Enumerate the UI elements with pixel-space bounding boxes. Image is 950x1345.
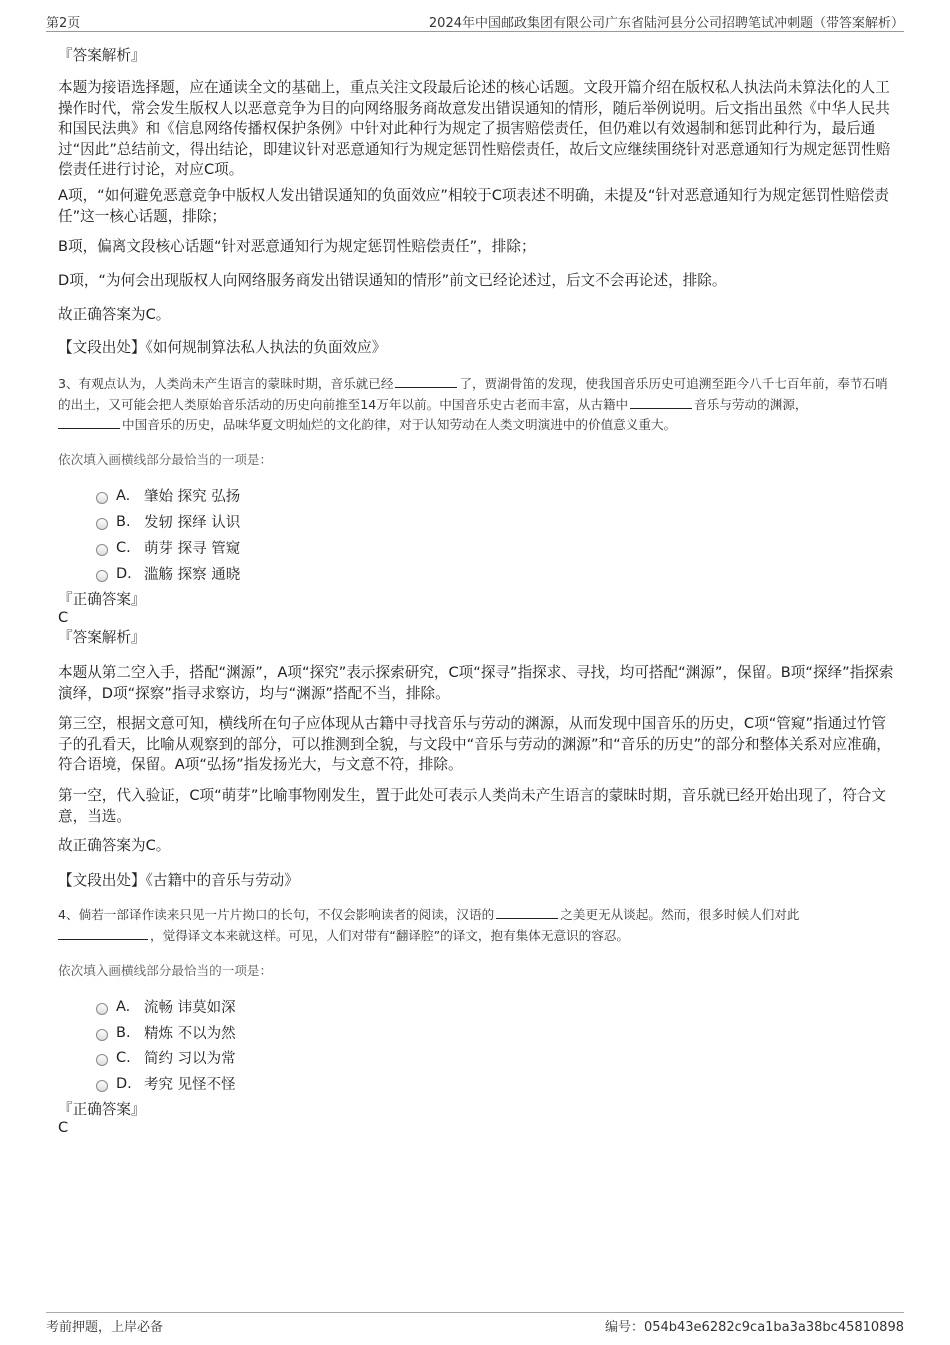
answer-conclusion: 故正确答案为C。	[58, 306, 171, 323]
radio-icon[interactable]	[96, 492, 108, 504]
analysis-paragraph: B项，偏离文段核心话题“针对恶意通知行为规定惩罚性赔偿责任”，排除；	[58, 238, 536, 255]
analysis-paragraph: 本题从第二空入手，搭配“渊源”，A项“探究”表示探索研究，C项“探寻”指探求、寻找，均可搭配“渊源”，保留。B项“探绎”指探索演绎，D项“探察”指寻求察访，均与“渊源”搭配不当，排除。	[58, 664, 894, 702]
q4-option-d[interactable]: D. 考究 见怪不怪	[96, 1073, 236, 1094]
q3-option-a[interactable]: A. 肇始 探究 弘扬	[96, 485, 240, 506]
blank	[395, 375, 457, 388]
correct-answer: C	[58, 1119, 69, 1136]
correct-answer-label: 『正确答案』	[58, 591, 146, 608]
q3-option-b[interactable]: B. 发轫 探绎 认识	[96, 511, 240, 532]
question-3-prompt: 依次填入画横线部分最恰当的一项是：	[58, 452, 273, 467]
footer-slogan: 考前押题，上岸必备	[46, 1320, 164, 1335]
q4-option-a[interactable]: A. 流畅 讳莫如深	[96, 996, 236, 1017]
correct-answer-label: 『正确答案』	[58, 1101, 146, 1118]
radio-icon[interactable]	[96, 570, 108, 582]
analysis-paragraph: 第一空，代入验证，C项“萌芽”比喻事物刚发生，置于此处可表示人类尚未产生语言的蒙昧时期，音乐就已经开始出现了，符合文意，当选。	[58, 787, 886, 825]
question-4-prompt: 依次填入画横线部分最恰当的一项是：	[58, 963, 273, 978]
source-citation: 【文段出处】《如何规制算法私人执法的负面效应》	[58, 339, 387, 356]
q4-option-c[interactable]: C. 简约 习以为常	[96, 1047, 236, 1068]
analysis-paragraph: A项，“如何避免恶意竞争中版权人发出错误通知的负面效应”相较于C项表述不明确，未提及“针对恶意通知行为规定惩罚性赔偿责任”这一核心话题，排除；	[58, 187, 889, 225]
blank	[58, 927, 148, 940]
radio-icon[interactable]	[96, 518, 108, 530]
page-number: 第2页	[46, 16, 81, 31]
radio-icon[interactable]	[96, 544, 108, 556]
page-header	[46, 9, 904, 32]
q3-option-d[interactable]: D. 滥觞 探察 通晓	[96, 563, 240, 584]
analysis-label: 『答案解析』	[58, 629, 146, 646]
question-3-stem: 3、有观点认为，人类尚未产生语言的蒙昧时期，音乐就已经 了，贾湖骨笛的发现，使我国音乐历史可追溯至距今八千七百年前，奉节石哨的出土，又可能会把人类原始音乐活动的历史向前推至14万年以前。中国音乐史古老而丰富，从古籍中 音乐与劳动的渊源， 中国音乐的历史，品味华夏文明灿烂的文化韵律，对于认知劳动在人类文明演进中的价值意义重大。	[58, 376, 888, 432]
analysis-paragraph: 第三空，根据文意可知，横线所在句子应体现从古籍中寻找音乐与劳动的渊源，从而发现中国音乐的历史，C项“管窥”指通过竹管子的孔看天，比喻从观察到的部分，可以推测到全貌，与文段中“音乐与劳动的渊源”和“音乐的历史”的部分和整体关系对应准确，符合语境，保留。A项“弘扬”指发扬光大，与文意不符，排除。	[58, 715, 891, 773]
blank	[630, 396, 692, 409]
correct-answer: C	[58, 609, 69, 626]
answer-conclusion: 故正确答案为C。	[58, 837, 171, 854]
source-citation: 【文段出处】《古籍中的音乐与劳动》	[58, 872, 299, 889]
analysis-paragraph: 本题为接语选择题，应在通读全文的基础上，重点关注文段最后论述的核心话题。文段开篇介绍在版权私人执法尚未算法化的人工操作时代，常会发生版权人以恶意竞争为目的向网络服务商故意发出错误通知的情形，随后举例说明。后文指出虽然《中华人民共和国民法典》和《信息网络传播权保护条例》中针对此种行为规定了损害赔偿责任，但仍难以有效遏制和惩罚此种行为，最后通过“因此”总结前文，得出结论，即建议针对恶意通知行为规定惩罚性赔偿责任，故后文应继续围绕针对恶意通知行为规定惩罚性赔偿责任进行讨论，对应C项。	[58, 79, 891, 178]
blank	[496, 906, 558, 919]
blank	[58, 416, 120, 429]
document-code: 编号：054b43e6282c9ca1ba3a38bc45810898	[604, 1320, 904, 1335]
analysis-paragraph: D项，“为何会出现版权人向网络服务商发出错误通知的情形”前文已经论述过，后文不会再论述，排除。	[58, 272, 727, 289]
page-footer	[46, 1312, 904, 1335]
q3-option-c[interactable]: C. 萌芽 探寻 管窥	[96, 537, 240, 558]
radio-icon[interactable]	[96, 1080, 108, 1092]
radio-icon[interactable]	[96, 1054, 108, 1066]
radio-icon[interactable]	[96, 1029, 108, 1041]
radio-icon[interactable]	[96, 1003, 108, 1015]
analysis-label: 『答案解析』	[58, 47, 146, 64]
document-title: 2024年中国邮政集团有限公司广东省陆河县分公司招聘笔试冲刺题（带答案解析）	[428, 16, 904, 31]
q4-option-b[interactable]: B. 精炼 不以为然	[96, 1022, 236, 1043]
question-4-stem: 4、倘若一部译作读来只见一片片拗口的长句，不仅会影响读者的阅读，汉语的 之美更无从谈起。然而，很多时候人们对此 ，觉得译文本来就这样。可见，人们对带有“翻译腔”的译文，抱有集体无意识的容忍。	[58, 907, 800, 943]
